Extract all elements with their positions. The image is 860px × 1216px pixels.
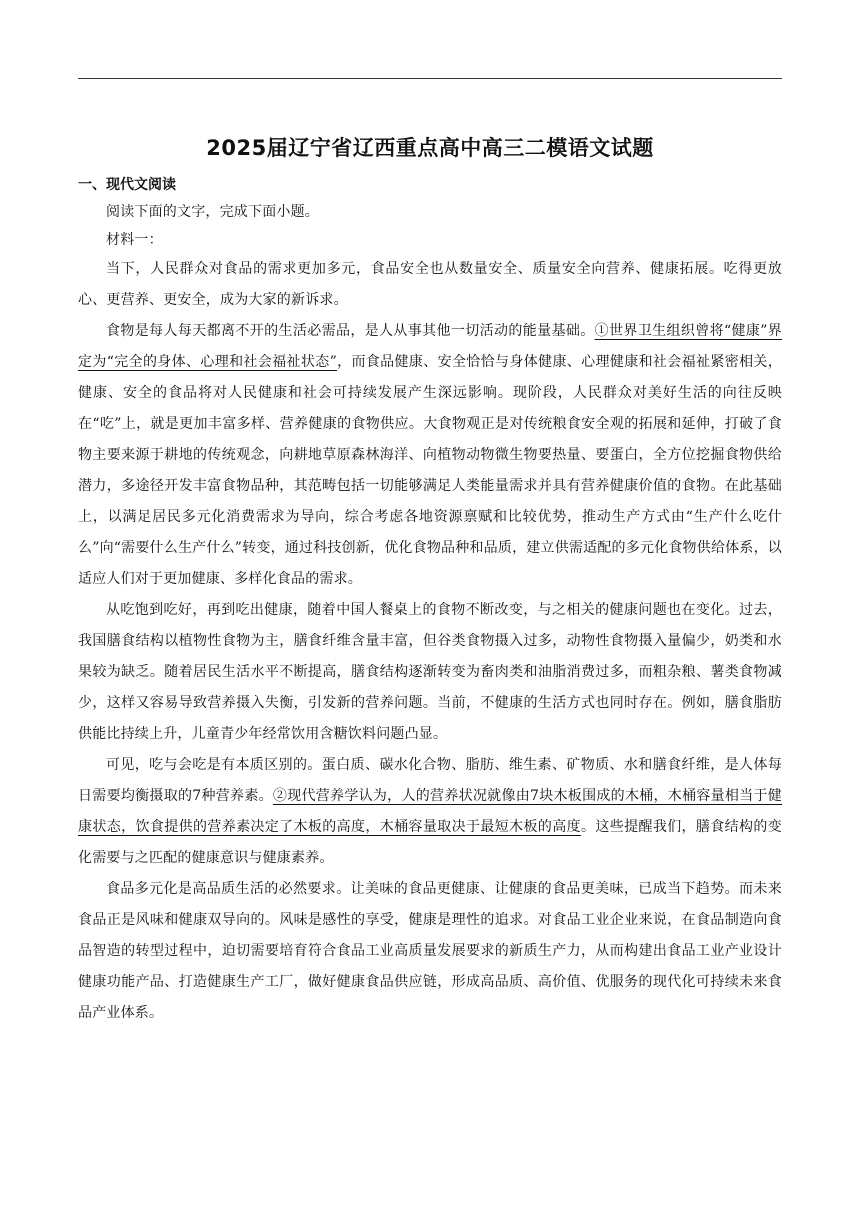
header-rule bbox=[78, 78, 782, 79]
paragraph-4-text-b: 。这些提醒我们，膳食结构的变化需要与之匹配的健康意识与健康素养。 bbox=[78, 819, 782, 866]
paragraph-5: 食品多元化是高品质生活的必然要求。让美味的食品更健康、让健康的食品更美味，已成当下趋势。而未来食品正是风味和健康双导向的。风味是感性的享受，健康是理性的追求。对食品工业企业来说，在食品制造向食品智造的转型过程中，迫切需要培育符合食品工业高质量发展要求的新质生产力，从而构建出食品工业产业设计健康功能产品、打造健康生产工厂，做好健康食品供应链，形成高品质、高价值、优服务的现代化可持续未来食品产业体系。 bbox=[78, 881, 782, 1021]
paragraph-2-text-a: 食物是每人每天都离不开的生活必需品，是人从事其他一切活动的能量基础。 bbox=[106, 323, 595, 339]
paragraph-4-text-a: 可见，吃与会吃是有本质区别的。蛋白质、碳水化合物、脂肪、维生素、矿物质、水和膳食纤维，是人体每日需要均衡摄取的7种营养素。 bbox=[78, 757, 782, 804]
underlined-sentence-2: ②现代营养学认为，人的营养状况就像由7块木板围成的木桶，木桶容量相当于健康状态，饮食提供的营养素决定了木板的高度，木桶容量取决于最短木板的高度 bbox=[78, 788, 782, 835]
paragraph-2-text-b: ，而食品健康、安全恰恰与身体健康、心理健康和社会福祉紧密相关，健康、安全的食品将对人民健康和社会可持续发展产生深远影响。现阶段，人民群众对美好生活的向往反映在“吃”上，就是更加丰富多样、营养健康的食物供应。大食物观正是对传统粮食安全观的拓展和延伸，打破了食物主要来源于耕地的传统观念，向耕地草原森林海洋、向植物动物微生物要热量、要蛋白，全方位挖掘食物供给潜力，多途径开发丰富食物品种，其范畴包括一切能够满足人类能量需求并具有营养健康价值的食物。在此基础上，以满足居民多元化消费需求为导向，综合考虑各地资源禀赋和比较优势，推动生产方式由“生产什么吃什么”向“需要什么生产什么”转变，通过科技创新，优化食物品种和品质，建立供需适配的多元化食物供给体系，以适应人们对于更加健康、多样化食品的需求。 bbox=[78, 354, 782, 587]
section-heading: 一、现代文阅读 bbox=[78, 177, 176, 193]
paragraph-4 bbox=[78, 750, 782, 874]
paragraph-3: 从吃饱到吃好，再到吃出健康，随着中国人餐桌上的食物不断改变，与之相关的健康问题也在变化。过去，我国膳食结构以植物性食物为主，膳食纤维含量丰富，但谷类食物摄入过多，动物性食物摄入量偏少，奶类和水果较为缺乏。随着居民生活水平不断提高，膳食结构逐渐转变为畜肉类和油脂消费过多，而粗杂粮、薯类食物减少，这样又容易导致营养摄入失衡，引发新的营养问题。当前，不健康的生活方式也同时存在。例如，膳食脂肪供能比持续上升，儿童青少年经常饮用含糖饮料问题凸显。 bbox=[78, 602, 782, 742]
paragraph-2 bbox=[78, 316, 782, 595]
exam-title: 2025届辽宁省辽西重点高中高三二模语文试题 bbox=[206, 136, 654, 160]
underlined-sentence-1: ①世界卫生组织曾将“健康”界定为“完全的身体、心理和社会福祉状态” bbox=[78, 323, 782, 370]
document-body bbox=[78, 130, 782, 1029]
reading-instruction: 阅读下面的文字，完成下面小题。 bbox=[106, 204, 319, 220]
material-label: 材料一： bbox=[106, 232, 163, 248]
paragraph-1: 当下，人民群众对食品的需求更加多元，食品安全也从数量安全、质量安全向营养、健康拓展。吃得更放心、更营养、更安全，成为大家的新诉求。 bbox=[78, 261, 782, 308]
